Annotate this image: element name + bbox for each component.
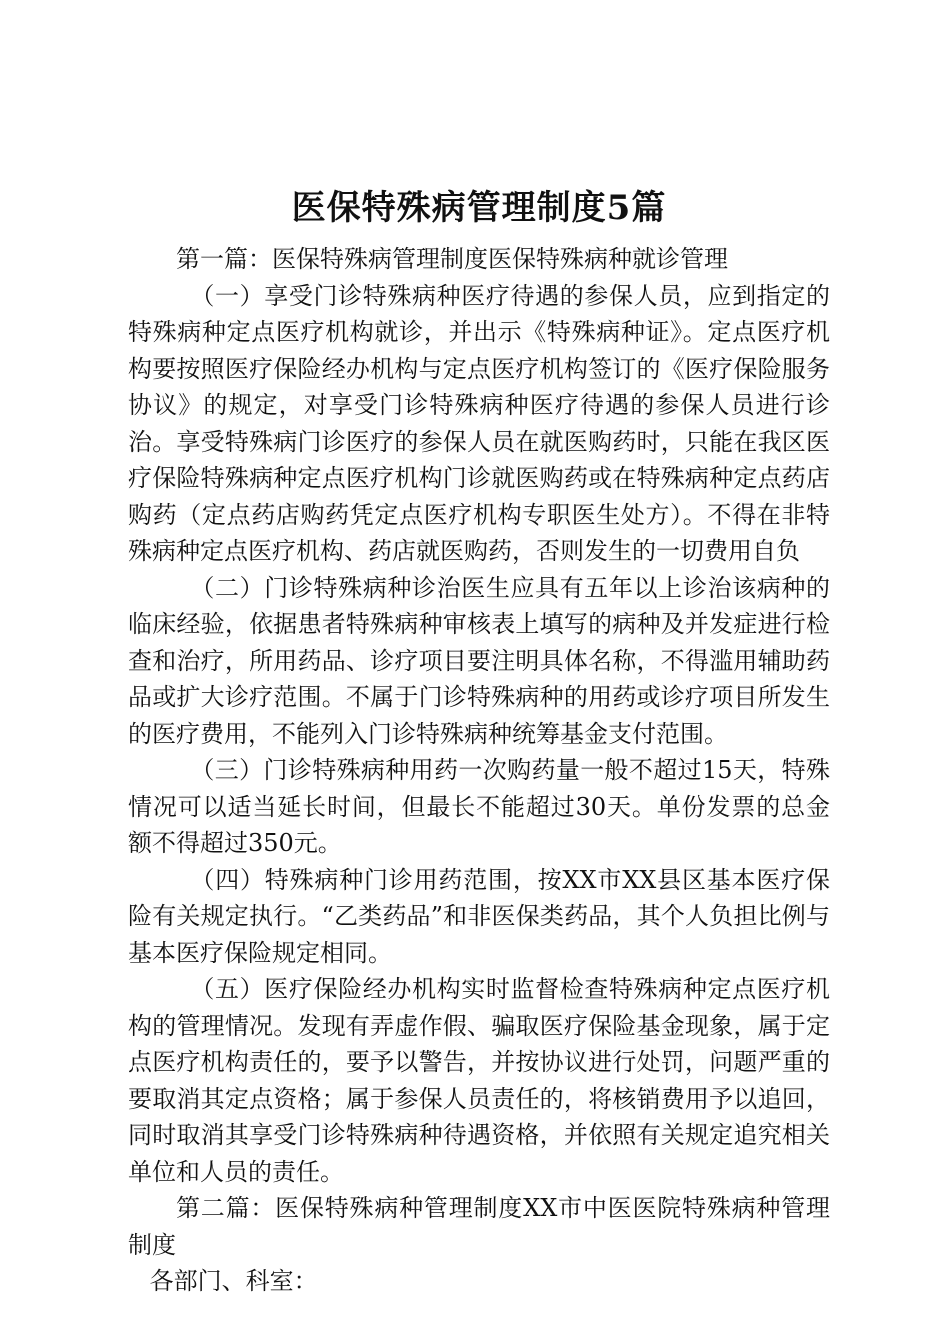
paragraph-item-3: （三）门诊特殊病种用药一次购药量一般不超过15天，特殊情况可以适当延长时间，但最长不能超过30天。单份发票的总金额不得超过350元。 <box>128 756 830 857</box>
document-body <box>128 183 830 1300</box>
chapter-heading-2: 第二篇：医保特殊病种管理制度XX市中医医院特殊病种管理制度 <box>128 1194 830 1259</box>
chapter-heading-1: 第一篇：医保特殊病管理制度医保特殊病种就诊管理 <box>176 245 728 273</box>
paragraph-item-2: （二）门诊特殊病种诊治医生应具有五年以上诊治该病种的临床经验，依据患者特殊病种审核表上填写的病种及并发症进行检查和治疗，所用药品、诊疗项目要注明具体名称，不得滥用辅助药品或扩大诊疗范围。不属于门诊特殊病种的用药或诊疗项目所发生的医疗费用，不能列入门诊特殊病种统筹基金支付范围。 <box>128 573 830 748</box>
paragraph-item-5: （五）医疗保险经办机构实时监督检查特殊病种定点医疗机构的管理情况。发现有弄虚作假、骗取医疗保险基金现象，属于定点医疗机构责任的，要予以警告，并按协议进行处罚，问题严重的要取消其定点资格；属于参保人员责任的，将核销费用予以追回，同时取消其享受门诊特殊病种待遇资格，并依照有关规定追究相关单位和人员的责任。 <box>128 975 830 1186</box>
document-title: 医保特殊病管理制度5篇 <box>291 188 667 228</box>
salutation: 各部门、科室： <box>149 1267 318 1295</box>
paragraph-item-1: （一）享受门诊特殊病种医疗待遇的参保人员，应到指定的特殊病种定点医疗机构就诊，并出示《特殊病种证》。定点医疗机构要按照医疗保险经办机构与定点医疗机构签订的《医疗保险服务协议》的规定，对享受门诊特殊病种医疗待遇的参保人员进行诊治。享受特殊病门诊医疗的参保人员在就医购药时，只能在我区医疗保险特殊病种定点医疗机构门诊就医购药或在特殊病种定点药店购药（定点药店购药凭定点医疗机构专职医生处方）。不得在非特殊病种定点医疗机构、药店就医购药，否则发生的一切费用自负 <box>128 281 830 565</box>
paragraph-item-4: （四）特殊病种门诊用药范围，按XX市XX县区基本医疗保险有关规定执行。“乙类药品”和非医保类药品，其个人负担比例与基本医疗保险规定相同。 <box>128 865 830 967</box>
